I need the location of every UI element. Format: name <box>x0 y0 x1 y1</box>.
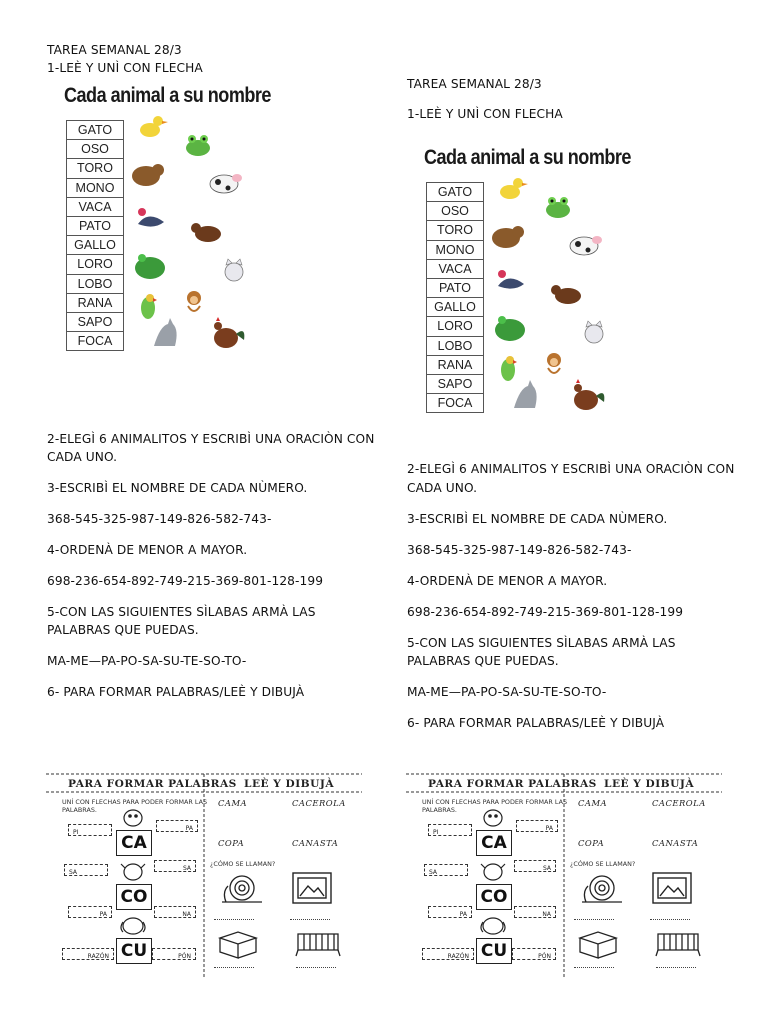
write-line <box>296 966 336 968</box>
task-6-instruction: 6- PARA FORMAR PALABRAS/LEÈ Y DIBUJÀ <box>47 685 305 699</box>
name-row <box>67 236 124 255</box>
task-4-numbers: 698-236-654-892-749-215-369-801-128-199 <box>407 605 684 619</box>
task-1-instruction: 1-LEÈ Y UNÌ CON FLECHA <box>407 107 563 121</box>
page-title: TAREA SEMANAL 28/3 <box>47 43 182 57</box>
animal-name-card <box>408 140 640 436</box>
task-4-numbers: 698-236-654-892-749-215-369-801-128-199 <box>47 574 324 588</box>
syllable-card-cu: CU <box>116 938 152 964</box>
animal-name-cell: LOBO <box>427 336 484 355</box>
left-syllable-box: PA <box>428 906 472 918</box>
task-3-instruction: 3-ESCRIBÌ EL NOMBRE DE CADA NÙMERO. <box>407 512 668 526</box>
snail-icon <box>216 868 266 908</box>
task-5-line-1: 5-CON LAS SIGUIENTES SÌLABAS ARMÀ LAS <box>407 636 676 650</box>
page-title: TAREA SEMANAL 28/3 <box>407 77 542 91</box>
name-row <box>67 197 124 216</box>
write-line <box>214 966 254 968</box>
task-2-line-1: 2-ELEGÌ 6 ANIMALITOS Y ESCRIBÌ UNA ORACIÒN CON <box>47 432 375 446</box>
animal-name-cell: GALLO <box>67 236 124 255</box>
framed-picture-icon <box>650 870 694 908</box>
animal-name-cell: VACA <box>67 197 124 216</box>
name-row <box>427 259 484 278</box>
name-row <box>427 278 484 297</box>
name-row <box>427 317 484 336</box>
card-title: Cada animal a su nombre <box>424 146 631 169</box>
left-syllable-box: PI <box>428 824 472 836</box>
read-word-copa: COPA <box>578 838 605 848</box>
worksheet-instruction-line-1: UNÍ CON FLECHAS PARA PODER FORMAR LAS <box>422 798 568 806</box>
read-word-copa: COPA <box>218 838 245 848</box>
read-word-canasta: CANASTA <box>292 838 339 848</box>
animal-name-cell: LOBO <box>67 274 124 293</box>
animal-name-cell: GALLO <box>427 298 484 317</box>
dog-icon <box>470 802 520 1002</box>
animal-name-card <box>48 78 280 374</box>
right-syllable-box: PÓN <box>152 948 196 960</box>
animal-name-cell: MONO <box>427 240 484 259</box>
task-3-instruction: 3-ESCRIBÌ EL NOMBRE DE CADA NÙMERO. <box>47 481 308 495</box>
syllable-card-cu: CU <box>476 938 512 964</box>
right-syllable-box: PA <box>156 820 198 832</box>
animal-name-cell: LORO <box>67 255 124 274</box>
right-syllable-box: NA <box>154 906 196 918</box>
animal-name-cell: GATO <box>427 183 484 202</box>
worksheet-question: ¿CÓMO SE LLAMAN? <box>570 860 636 868</box>
card-title: Cada animal a su nombre <box>64 84 271 107</box>
write-line <box>574 918 614 920</box>
name-row <box>67 312 124 331</box>
name-row <box>427 336 484 355</box>
read-word-canasta: CANASTA <box>652 838 699 848</box>
write-line <box>650 918 690 920</box>
task-2-line-2: CADA UNO. <box>47 450 118 464</box>
framed-picture-icon <box>290 870 334 908</box>
task-6-instruction: 6- PARA FORMAR PALABRAS/LEÈ Y DIBUJÀ <box>407 716 665 730</box>
right-syllable-box: PÓN <box>512 948 556 960</box>
animal-name-cell: MONO <box>67 178 124 197</box>
animal-name-cell: GATO <box>67 121 124 140</box>
animal-name-cell: LORO <box>427 317 484 336</box>
name-row <box>427 355 484 374</box>
crib-icon <box>654 924 702 958</box>
task-4-instruction: 4-ORDENÀ DE MENOR A MAYOR. <box>47 543 248 557</box>
name-row <box>427 240 484 259</box>
name-row <box>67 159 124 178</box>
name-row <box>67 121 124 140</box>
name-row <box>67 332 124 351</box>
syllable-card-co: CO <box>116 884 152 910</box>
write-line <box>656 966 696 968</box>
left-syllable-box: PA <box>68 906 112 918</box>
worksheet-instruction-line-2: PALABRAS. <box>422 806 457 814</box>
task-3-numbers: 368-545-325-987-149-826-582-743- <box>407 543 632 557</box>
animal-names-table <box>426 182 484 413</box>
animal-name-cell: VACA <box>427 259 484 278</box>
task-3-numbers: 368-545-325-987-149-826-582-743- <box>47 512 272 526</box>
gift-box-icon <box>574 924 620 960</box>
name-row <box>67 293 124 312</box>
name-row <box>67 255 124 274</box>
task-5-line-2: PALABRAS QUE PUEDAS. <box>47 623 199 637</box>
animal-name-cell: TORO <box>427 221 484 240</box>
syllable-card-ca: CA <box>116 830 152 856</box>
crib-icon <box>294 924 342 958</box>
worksheet-instruction-line-2: PALABRAS. <box>62 806 97 814</box>
animal-names-table <box>66 120 124 351</box>
gift-box-icon <box>214 924 260 960</box>
worksheet-header-left: PARA FORMAR PALABRAS <box>68 778 237 790</box>
animal-name-cell: TORO <box>67 159 124 178</box>
task-5-line-2: PALABRAS QUE PUEDAS. <box>407 654 559 668</box>
right-syllable-box: PA <box>516 820 558 832</box>
left-syllable-box: RAZÓN <box>422 948 474 960</box>
animal-name-cell: SAPO <box>427 374 484 393</box>
animal-name-cell: FOCA <box>67 332 124 351</box>
animal-name-cell: RANA <box>427 355 484 374</box>
task-5-syllables: MA-ME—PA-PO-SA-SU-TE-SO-TO- <box>47 654 247 668</box>
worksheet-question: ¿CÓMO SE LLAMAN? <box>210 860 276 868</box>
worksheet-header-left: PARA FORMAR PALABRAS <box>428 778 597 790</box>
left-syllable-box: RAZÓN <box>62 948 114 960</box>
worksheet-right <box>406 772 722 978</box>
animal-illustrations <box>132 112 272 362</box>
name-row <box>427 183 484 202</box>
name-row <box>427 374 484 393</box>
right-syllable-box: NA <box>514 906 556 918</box>
animal-name-cell: FOCA <box>427 394 484 413</box>
name-row <box>67 274 124 293</box>
snail-icon <box>576 868 626 908</box>
animal-name-cell: PATO <box>427 278 484 297</box>
animal-name-cell: OSO <box>427 202 484 221</box>
left-syllable-box: PI <box>68 824 112 836</box>
task-2-line-1: 2-ELEGÌ 6 ANIMALITOS Y ESCRIBÌ UNA ORACIÒN CON <box>407 462 735 476</box>
worksheet-header-right: LEÈ Y DIBUJÀ <box>604 778 695 790</box>
task-5-syllables: MA-ME—PA-PO-SA-SU-TE-SO-TO- <box>407 685 607 699</box>
animal-name-cell: RANA <box>67 293 124 312</box>
task-5-line-1: 5-CON LAS SIGUIENTES SÌLABAS ARMÀ LAS <box>47 605 316 619</box>
write-line <box>214 918 254 920</box>
syllable-card-ca: CA <box>476 830 512 856</box>
write-line <box>574 966 614 968</box>
right-syllable-box: SA <box>154 860 196 872</box>
task-2-line-2: CADA UNO. <box>407 481 478 495</box>
name-row <box>427 221 484 240</box>
name-row <box>427 298 484 317</box>
name-row <box>427 394 484 413</box>
write-line <box>290 918 330 920</box>
read-word-cacerola: CACEROLA <box>292 798 346 808</box>
name-row <box>67 140 124 159</box>
read-word-cama: CAMA <box>218 798 248 808</box>
right-syllable-box: SA <box>514 860 556 872</box>
worksheet-instruction-line-1: UNÍ CON FLECHAS PARA PODER FORMAR LAS <box>62 798 208 806</box>
read-word-cacerola: CACEROLA <box>652 798 706 808</box>
left-syllable-box: SA <box>424 864 468 876</box>
task-4-instruction: 4-ORDENÀ DE MENOR A MAYOR. <box>407 574 608 588</box>
worksheet-left <box>46 772 362 978</box>
worksheet-header-right: LEÈ Y DIBUJÀ <box>244 778 335 790</box>
animal-name-cell: OSO <box>67 140 124 159</box>
animal-name-cell: PATO <box>67 216 124 235</box>
animal-name-cell: SAPO <box>67 312 124 331</box>
read-word-cama: CAMA <box>578 798 608 808</box>
name-row <box>67 216 124 235</box>
dog-icon <box>110 802 160 1002</box>
name-row <box>67 178 124 197</box>
syllable-card-co: CO <box>476 884 512 910</box>
task-1-instruction: 1-LEÈ Y UNÌ CON FLECHA <box>47 61 203 75</box>
left-syllable-box: SA <box>64 864 108 876</box>
name-row <box>427 202 484 221</box>
animal-illustrations <box>492 174 632 424</box>
